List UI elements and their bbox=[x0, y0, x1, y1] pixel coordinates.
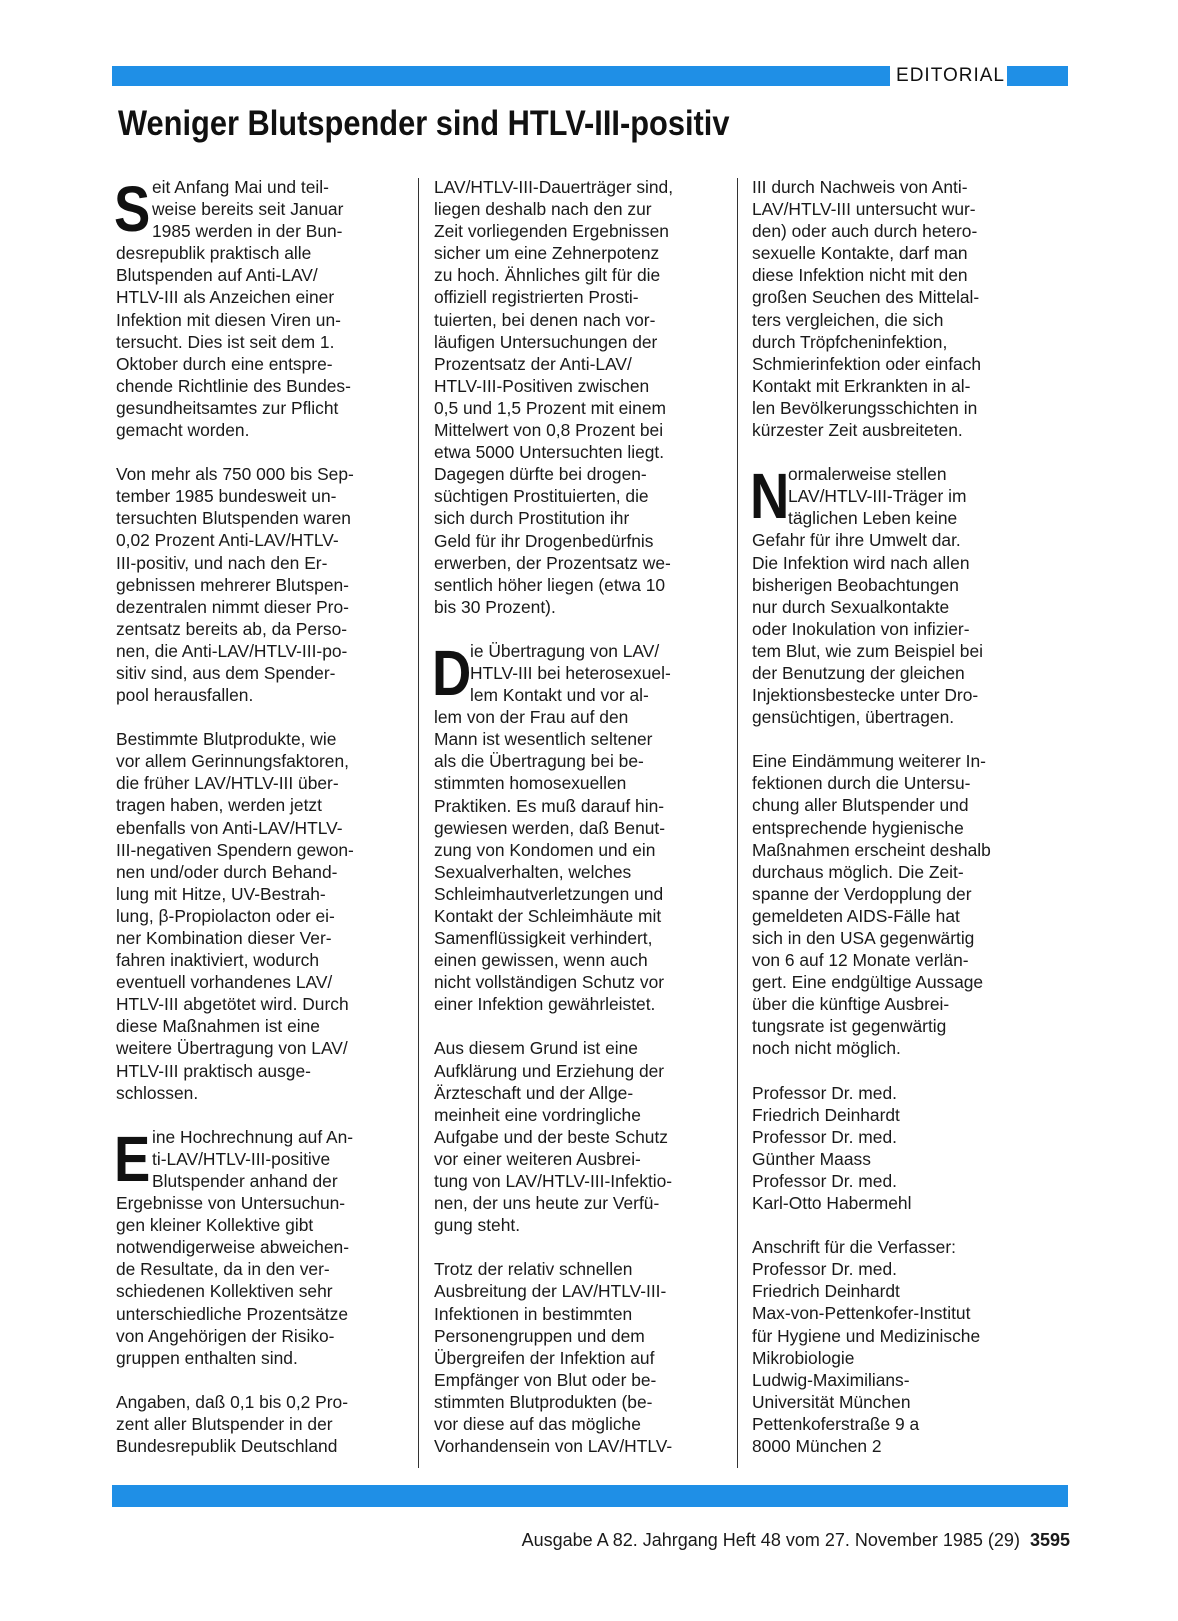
text-line: HTLV-III bei heterosexuel- bbox=[470, 662, 671, 683]
text-line: Mann ist wesentlich seltener bbox=[434, 729, 653, 750]
text-line: Aufgabe und der beste Schutz bbox=[434, 1126, 668, 1147]
text-line: Infektionen in bestimmten bbox=[434, 1303, 633, 1324]
text-line: bis 30 Prozent). bbox=[434, 596, 556, 617]
drop-cap: S bbox=[114, 173, 151, 245]
text-line: lung mit Hitze, UV-Bestrah- bbox=[116, 883, 326, 904]
text-line: von 6 auf 12 Monate verlän- bbox=[752, 950, 969, 971]
text-line: zu hoch. Ähnliches gilt für die bbox=[434, 265, 661, 286]
drop-cap: D bbox=[432, 636, 472, 709]
text-line: sexuelle Kontakte, darf man bbox=[752, 243, 968, 264]
text-line: Günther Maass bbox=[752, 1148, 871, 1169]
paragraph bbox=[116, 728, 398, 1104]
column-3 bbox=[752, 176, 1044, 1479]
text-line: süchtigen Prostituierten, die bbox=[434, 486, 649, 507]
text-line: HTLV-III-Positiven zwischen bbox=[434, 375, 650, 396]
text-line: nen, der uns heute zur Verfü- bbox=[434, 1193, 660, 1214]
text-line: III-negativen Spendern gewon- bbox=[116, 839, 354, 860]
text-line: Professor Dr. med. bbox=[752, 1259, 897, 1280]
text-line: de Resultate, da in den ver- bbox=[116, 1259, 330, 1280]
text-line: len Bevölkerungsschichten in bbox=[752, 397, 978, 418]
text-line: tuierten, bei denen nach vor- bbox=[434, 309, 656, 330]
text-line: Ludwig-Maximilians- bbox=[752, 1369, 910, 1390]
column-divider bbox=[418, 178, 419, 1468]
text-line: Empfänger von Blut oder be- bbox=[434, 1369, 657, 1390]
paragraph bbox=[752, 750, 1044, 1059]
paragraph bbox=[752, 176, 1044, 441]
text-line: pool herausfallen. bbox=[116, 685, 254, 706]
text-line: gert. Eine endgültige Aussage bbox=[752, 972, 984, 993]
text-line: gewiesen werden, daß Benut- bbox=[434, 817, 666, 838]
column-1 bbox=[114, 173, 398, 1479]
text-line: vor einer weiteren Ausbrei- bbox=[434, 1148, 641, 1169]
text-line: Professor Dr. med. bbox=[752, 1126, 897, 1147]
text-line: gen kleiner Kollektive gibt bbox=[116, 1215, 314, 1236]
text-line: etwa 5000 Untersuchten liegt. bbox=[434, 442, 665, 463]
drop-cap: E bbox=[114, 1122, 151, 1195]
text-line: vor diese auf das mögliche bbox=[434, 1413, 641, 1434]
text-line: Mikrobiologie bbox=[752, 1347, 855, 1368]
text-line: sich durch Prostitution ihr bbox=[434, 508, 630, 529]
header-bar bbox=[112, 66, 1068, 86]
text-line: Pettenkoferstraße 9 a bbox=[752, 1413, 920, 1434]
text-line: gensüchtigen, übertragen. bbox=[752, 707, 955, 728]
page-number: 3595 bbox=[1029, 1530, 1070, 1550]
text-line: Max-von-Pettenkofer-Institut bbox=[752, 1303, 971, 1324]
text-line: LAV/HTLV-III-Dauerträger sind, bbox=[434, 177, 674, 197]
drop-cap: N bbox=[750, 460, 790, 533]
text-line: einer Infektion gewährleistet. bbox=[434, 994, 656, 1015]
text-line: ebenfalls von Anti-LAV/HTLV- bbox=[116, 817, 343, 838]
text-line: Mittelwert von 0,8 Prozent bei bbox=[434, 420, 664, 441]
text-line: HTLV-III praktisch ausge- bbox=[116, 1060, 311, 1081]
text-line: Übergreifen der Infektion auf bbox=[434, 1347, 655, 1368]
text-line: noch nicht möglich. bbox=[752, 1038, 901, 1059]
text-line: über die künftige Ausbrei- bbox=[752, 994, 950, 1015]
text-line: ine Hochrechnung auf An- bbox=[152, 1126, 354, 1147]
text-line: Zeit vorliegenden Ergebnissen bbox=[434, 221, 669, 242]
text-line: nicht vollständigen Schutz vor bbox=[434, 972, 665, 993]
text-line: großen Seuchen des Mittelal- bbox=[752, 287, 980, 308]
text-line: ner Kombination dieser Ver- bbox=[116, 928, 332, 948]
text-line: Blutspenden auf Anti-LAV/ bbox=[116, 265, 318, 286]
text-line: Ausbreitung der LAV/HTLV-III- bbox=[434, 1281, 667, 1302]
text-line: Aus diesem Grund ist eine bbox=[434, 1038, 638, 1059]
text-line: HTLV-III als Anzeichen einer bbox=[116, 287, 335, 308]
text-line: entsprechende hygienische bbox=[752, 817, 964, 838]
text-line: Anschrift für die Verfasser: bbox=[752, 1237, 956, 1258]
text-line: lung, β-Propiolacton oder ei- bbox=[116, 905, 335, 926]
text-line: zung von Kondomen und ein bbox=[434, 839, 656, 860]
text-line: Oktober durch eine entspre- bbox=[116, 353, 333, 374]
section-label: EDITORIAL bbox=[890, 64, 1007, 88]
text-line: den) oder auch durch hetero- bbox=[752, 221, 978, 242]
text-line: Kontakt mit Erkrankten in al- bbox=[752, 375, 971, 396]
text-line: Prozentsatz der Anti-LAV/ bbox=[434, 353, 632, 374]
text-line: Schmierinfektion oder einfach bbox=[752, 353, 982, 374]
text-line: fahren inaktiviert, wodurch bbox=[116, 950, 319, 971]
text-line: fektionen durch die Untersu- bbox=[752, 773, 971, 794]
text-line: kürzester Zeit ausbreiteten. bbox=[752, 420, 963, 441]
text-line: desrepublik praktisch alle bbox=[116, 243, 312, 264]
page-footer bbox=[0, 1530, 1070, 1551]
text-line: gemeldeten AIDS-Fälle hat bbox=[752, 905, 960, 926]
text-line: sicher um eine Zehnerpotenz bbox=[434, 243, 660, 264]
text-line: die früher LAV/HTLV-III über- bbox=[116, 773, 339, 794]
footer-bar bbox=[112, 1485, 1068, 1507]
text-line: weise bereits seit Januar bbox=[152, 199, 344, 220]
text-line: Universität München bbox=[752, 1391, 911, 1412]
text-line: LAV/HTLV-III-Träger im bbox=[788, 486, 967, 507]
text-line: tragen haben, werden jetzt bbox=[116, 795, 322, 816]
article-title: Weniger Blutspender sind HTLV-III-positiv bbox=[118, 104, 730, 143]
text-line: Blutspender anhand der bbox=[152, 1170, 338, 1191]
text-line: ormalerweise stellen bbox=[788, 464, 947, 485]
text-line: 0,5 und 1,5 Prozent mit einem bbox=[434, 397, 667, 418]
text-line: der Benutzung der gleichen bbox=[752, 662, 965, 683]
paragraph bbox=[434, 176, 726, 618]
text-line: Samenflüssigkeit verhindert, bbox=[434, 928, 653, 949]
paragraph bbox=[114, 173, 398, 441]
text-line: Professor Dr. med. bbox=[752, 1170, 897, 1191]
text-line: als die Übertragung bei be- bbox=[434, 751, 644, 772]
text-line: nur durch Sexualkontakte bbox=[752, 596, 950, 617]
text-line: unterschiedliche Prozentsätze bbox=[116, 1303, 349, 1324]
text-line: 8000 München 2 bbox=[752, 1435, 882, 1456]
text-line: chende Richtlinie des Bundes- bbox=[116, 375, 351, 396]
text-line: einen gewissen, wenn auch bbox=[434, 950, 648, 971]
text-line: offiziell registrierten Prosti- bbox=[434, 287, 639, 308]
text-line: Bestimmte Blutprodukte, wie bbox=[116, 729, 337, 750]
text-line: Die Infektion wird nach allen bbox=[752, 552, 970, 573]
text-line: III-positiv, und nach den Er- bbox=[116, 552, 328, 573]
text-line: spanne der Verdopplung der bbox=[752, 883, 972, 904]
text-line: diese Infektion nicht mit den bbox=[752, 265, 968, 286]
text-line: vor allem Gerinnungsfaktoren, bbox=[116, 751, 349, 772]
paragraph bbox=[750, 460, 1044, 728]
text-line: 0,02 Prozent Anti-LAV/HTLV- bbox=[116, 530, 339, 551]
text-line: lem Kontakt und vor al- bbox=[470, 685, 649, 706]
text-line: Ergebnisse von Untersuchun- bbox=[116, 1193, 346, 1214]
text-line: schiedenen Kollektiven sehr bbox=[116, 1281, 333, 1302]
text-line: ie Übertragung von LAV/ bbox=[470, 640, 660, 661]
text-line: täglichen Leben keine bbox=[788, 508, 958, 529]
paragraph bbox=[432, 636, 726, 1016]
paragraph bbox=[114, 1122, 398, 1369]
column-divider bbox=[737, 178, 738, 1468]
text-line: sentlich höher liegen (etwa 10 bbox=[434, 574, 666, 595]
text-line: ters vergleichen, die sich bbox=[752, 309, 944, 330]
text-line: nen, die Anti-LAV/HTLV-III-po- bbox=[116, 640, 348, 661]
text-line: LAV/HTLV-III untersucht wur- bbox=[752, 199, 976, 220]
text-line: läufigen Untersuchungen der bbox=[434, 331, 658, 352]
text-line: Kontakt der Schleimhäute mit bbox=[434, 906, 662, 926]
paragraph bbox=[116, 1391, 398, 1457]
text-line: liegen deshalb nach den zur bbox=[434, 199, 652, 220]
text-line: gemacht worden. bbox=[116, 420, 250, 441]
text-line: Ärzteschaft und der Allge- bbox=[434, 1082, 634, 1103]
text-line: weitere Übertragung von LAV/ bbox=[116, 1038, 348, 1059]
text-line: Personengruppen und dem bbox=[434, 1325, 645, 1346]
text-line: Friedrich Deinhardt bbox=[752, 1281, 900, 1302]
text-line: Geld für ihr Drogenbedürfnis bbox=[434, 530, 654, 551]
text-line: Aufklärung und Erziehung der bbox=[434, 1060, 665, 1081]
text-line: tungsrate ist gegenwärtig bbox=[752, 1016, 947, 1037]
text-line: sich in den USA gegenwärtig bbox=[752, 928, 975, 948]
text-line: stimmten Blutprodukten (be- bbox=[434, 1391, 653, 1412]
text-line: 1985 werden in der Bun- bbox=[152, 221, 343, 242]
text-line: Friedrich Deinhardt bbox=[752, 1104, 900, 1125]
text-line: ti-LAV/HTLV-III-positive bbox=[152, 1148, 331, 1169]
text-line: eventuell vorhandenes LAV/ bbox=[116, 972, 333, 993]
text-line: meinheit eine vordringliche bbox=[434, 1104, 641, 1125]
text-line: tem Blut, wie zum Beispiel bei bbox=[752, 640, 984, 661]
text-line: Karl-Otto Habermehl bbox=[752, 1193, 912, 1214]
text-line: chung aller Blutspender und bbox=[752, 795, 969, 816]
text-line: stimmten homosexuellen bbox=[434, 773, 627, 794]
text-line: erwerben, der Prozentsatz we- bbox=[434, 552, 671, 573]
column-2 bbox=[434, 176, 726, 1479]
text-line: Professor Dr. med. bbox=[752, 1082, 897, 1103]
text-line: gruppen enthalten sind. bbox=[116, 1347, 298, 1368]
text-line: schlossen. bbox=[116, 1082, 199, 1103]
text-line: tember 1985 bundesweit un- bbox=[116, 486, 337, 507]
text-line: tung von LAV/HTLV-III-Infektio- bbox=[434, 1171, 673, 1192]
text-line: notwendigerweise abweichen- bbox=[116, 1237, 349, 1258]
text-line: gebnissen mehrerer Blutspen- bbox=[116, 574, 349, 595]
text-line: dezentralen nimmt dieser Pro- bbox=[116, 596, 349, 617]
text-line: durch Tröpfcheninfektion, bbox=[752, 331, 948, 352]
text-line: gung steht. bbox=[434, 1215, 521, 1236]
text-line: nen und/oder durch Behand- bbox=[116, 861, 338, 882]
text-line: Eine Eindämmung weiterer In- bbox=[752, 751, 986, 772]
issue-info: Ausgabe A 82. Jahrgang Heft 48 vom 27. November 1985 (29) bbox=[521, 1530, 1020, 1550]
paragraph bbox=[116, 463, 398, 706]
text-line: durchaus möglich. Die Zeit- bbox=[752, 861, 964, 882]
author-list bbox=[752, 1082, 1044, 1215]
text-line: tersuchten Blutspenden waren bbox=[116, 508, 351, 529]
text-line: III durch Nachweis von Anti- bbox=[752, 177, 968, 197]
text-line: Bundesrepublik Deutschland bbox=[116, 1435, 338, 1456]
text-line: Maßnahmen erscheint deshalb bbox=[752, 839, 991, 860]
paragraph bbox=[434, 1258, 726, 1457]
text-line: Gefahr für ihre Umwelt dar. bbox=[752, 530, 961, 551]
text-line: HTLV-III abgetötet wird. Durch bbox=[116, 994, 349, 1015]
text-line: Schleimhautverletzungen und bbox=[434, 883, 664, 904]
text-line: Injektionsbestecke unter Dro- bbox=[752, 685, 979, 706]
paragraph bbox=[434, 1037, 726, 1236]
text-line: Infektion mit diesen Viren un- bbox=[116, 309, 341, 330]
text-line: für Hygiene und Medizinische bbox=[752, 1325, 981, 1346]
text-line: diese Maßnahmen ist eine bbox=[116, 1016, 320, 1037]
text-line: oder Inokulation von infizier- bbox=[752, 618, 970, 639]
text-line: sitiv sind, aus dem Spender- bbox=[116, 662, 336, 683]
text-line: Praktiken. Es muß darauf hin- bbox=[434, 795, 665, 816]
text-line: lem von der Frau auf den bbox=[434, 707, 629, 728]
text-line: Angaben, daß 0,1 bis 0,2 Pro- bbox=[116, 1391, 349, 1412]
text-line: gesundheitsamtes zur Pflicht bbox=[116, 397, 339, 418]
text-line: tersucht. Dies ist seit dem 1. bbox=[116, 331, 335, 352]
text-line: Sexualverhalten, welches bbox=[434, 861, 632, 882]
text-line: Trotz der relativ schnellen bbox=[434, 1259, 633, 1280]
text-line: von Angehörigen der Risiko- bbox=[116, 1325, 335, 1346]
text-line: eit Anfang Mai und teil- bbox=[152, 177, 329, 197]
text-line: zentsatz bereits ab, da Perso- bbox=[116, 618, 348, 639]
text-line: zent aller Blutspender in der bbox=[116, 1413, 333, 1434]
text-line: bisherigen Beobachtungen bbox=[752, 574, 959, 595]
text-line: Dagegen dürfte bei drogen- bbox=[434, 464, 647, 485]
text-line: Vorhandensein von LAV/HTLV- bbox=[434, 1436, 673, 1457]
text-line: Von mehr als 750 000 bis Sep- bbox=[116, 464, 354, 485]
author-address bbox=[752, 1236, 1044, 1457]
